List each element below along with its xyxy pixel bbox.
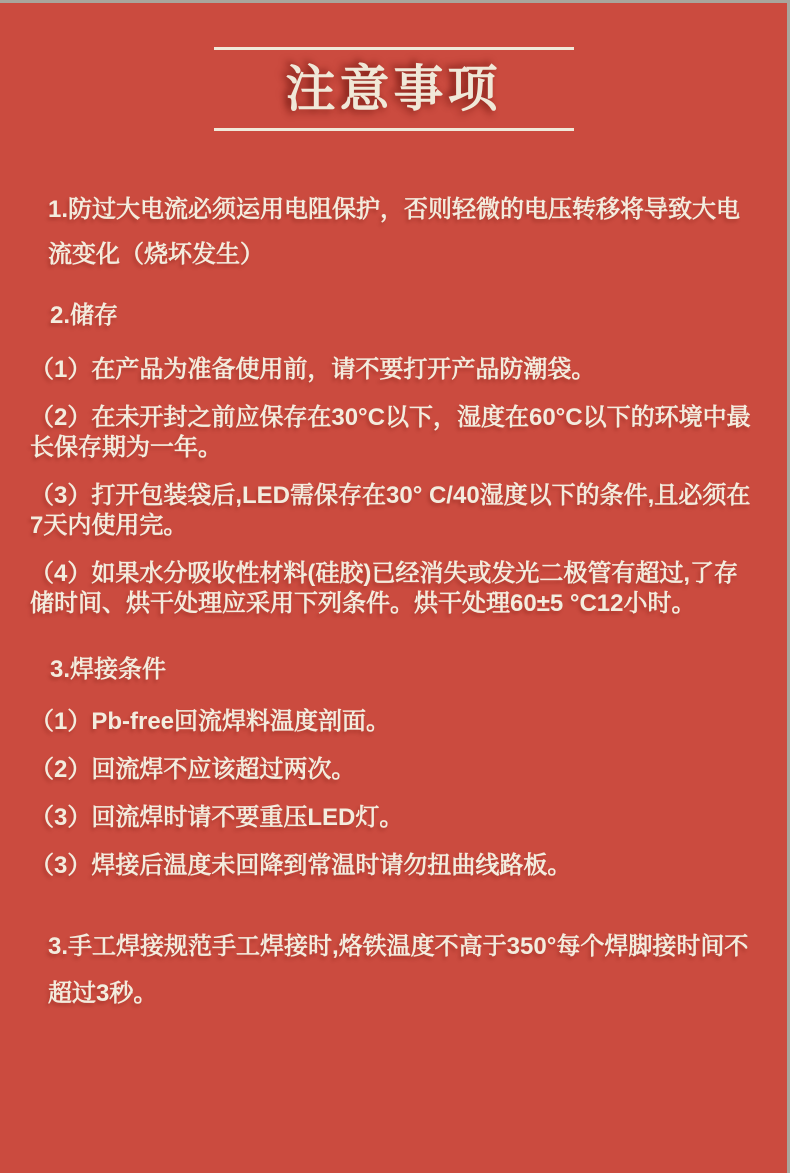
title-divider-bottom xyxy=(214,128,574,131)
hand-soldering-note: 3.手工焊接规范手工焊接时,烙铁温度不高于350°每个焊脚接时间不超过3秒。 xyxy=(48,933,749,1007)
storage-heading: 2.储存 xyxy=(50,302,119,329)
storage-item-2: （2）在未开封之前应保存在30°C以下，湿度在60°C以下的环境中最长保存期为一年。 xyxy=(30,404,751,461)
storage-item-4: （4）如果水分吸收性材料(硅胶)已经消失或发光二极管有超过,了存储时间、烘干处理应采用下列条件。烘干处理60±5 °C12小时。 xyxy=(30,560,738,617)
storage-item-3: （3）打开包装袋后,LED需保存在30° C/40湿度以下的条件,且必须在7天内使用完。 xyxy=(30,482,751,539)
page-title: 注意事项 xyxy=(285,61,502,117)
overcurrent-note: 1.防过大电流必须运用电阻保护，否则轻微的电压转移将导致大电流变化（烧坏发生） xyxy=(48,196,741,268)
soldering-item-2: （2）回流焊不应该超过两次。 xyxy=(30,756,356,783)
soldering-heading: 3.焊接条件 xyxy=(50,656,167,683)
soldering-item-1: （1）Pb-free回流焊料温度剖面。 xyxy=(30,708,391,735)
page-title-block xyxy=(214,47,574,131)
soldering-item-4: （3）焊接后温度未回降到常温时请勿扭曲线路板。 xyxy=(30,852,572,879)
soldering-item-3: （3）回流焊时请不要重压LED灯。 xyxy=(30,804,404,831)
title-divider-top xyxy=(214,47,574,50)
storage-item-1: （1）在产品为准备使用前，请不要打开产品防潮袋。 xyxy=(30,356,596,383)
